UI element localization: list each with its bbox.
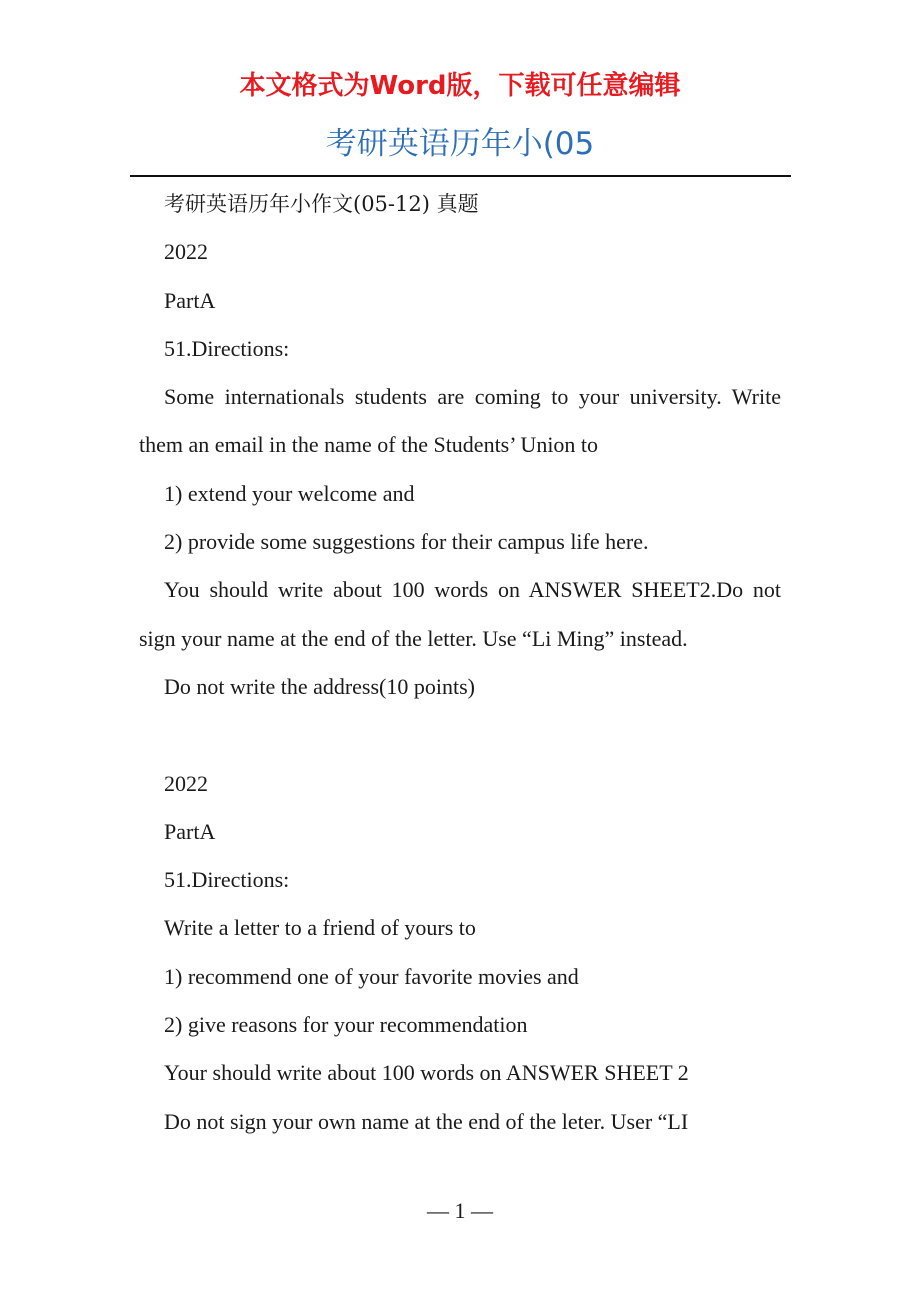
instructions-paragraph: Do not sign your own name at the end of the leter. User “LI: [164, 1108, 689, 1134]
download-banner: 本文格式为Word版，下载可任意编辑: [239, 71, 681, 101]
task-item: 2) give reasons for your recommendation: [164, 1012, 528, 1038]
directions-label: 51.Directions:: [164, 335, 290, 361]
body-heading: 考研英语历年小作文(05-12) 真题: [164, 192, 479, 216]
document-title: 考研英语历年小(05: [325, 126, 595, 162]
task-item: 1) recommend one of your favorite movies and: [164, 963, 579, 989]
year-label: 2022: [164, 770, 208, 796]
part-label: PartA: [164, 287, 216, 313]
instructions-paragraph: You should write about 100 words on ANSWER SHEET2.Do not sign your name at the end of the letter. Use “Li Ming” instead.: [139, 577, 781, 651]
title-divider: [130, 175, 791, 177]
prompt-paragraph: Some internationals students are coming to your university. Write them an email in the name of the Students’ Union to: [139, 384, 781, 458]
instructions-paragraph: Do not write the address(10 points): [164, 673, 475, 699]
task-item: 1) extend your welcome and: [164, 480, 415, 506]
directions-label: 51.Directions:: [164, 867, 290, 893]
blank-line: [139, 711, 781, 759]
year-label: 2022: [164, 239, 208, 265]
page-number: — 1 —: [427, 1198, 493, 1223]
prompt-paragraph: Write a letter to a friend of yours to: [164, 915, 476, 941]
task-item: 2) provide some suggestions for their campus life here.: [164, 529, 649, 555]
document-body: [139, 180, 781, 1146]
instructions-paragraph: Your should write about 100 words on ANSWER SHEET 2: [164, 1060, 689, 1086]
part-label: PartA: [164, 818, 216, 844]
